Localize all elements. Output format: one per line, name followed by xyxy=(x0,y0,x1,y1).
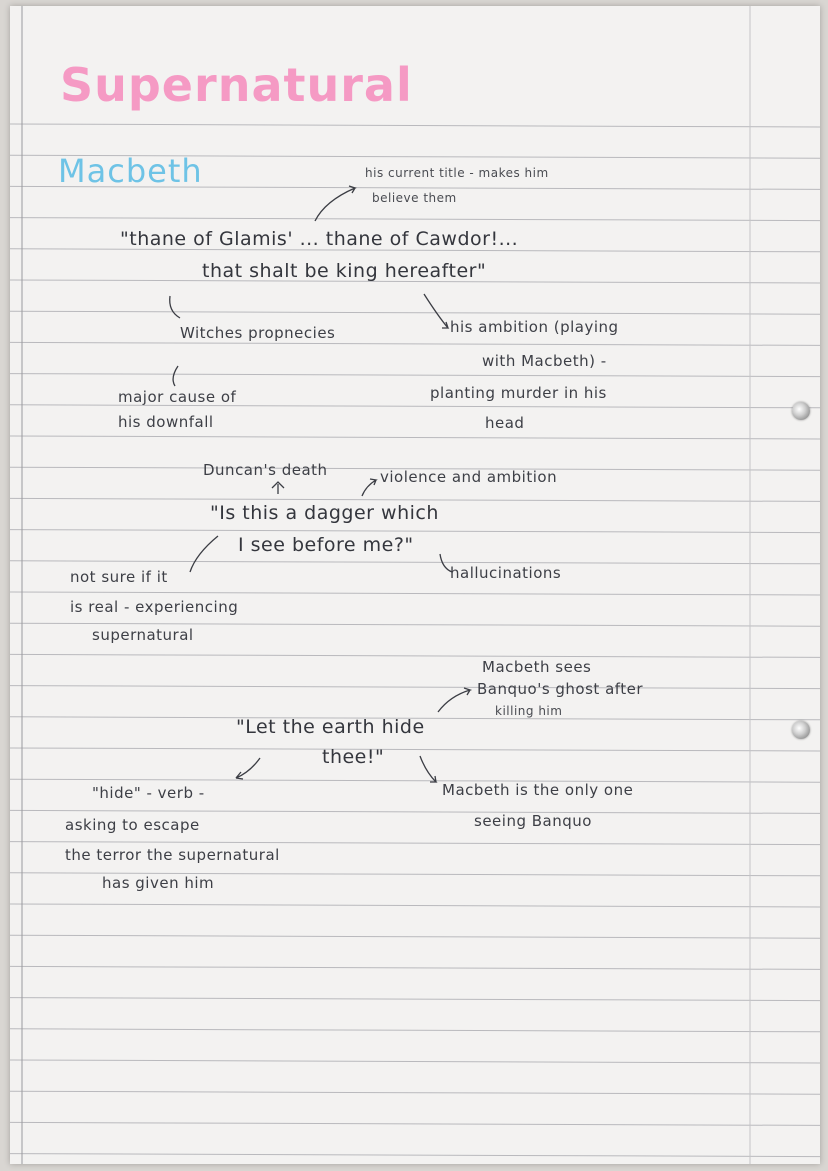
note-notsure-1: not sure if it xyxy=(70,568,168,586)
ruled-line xyxy=(10,998,820,1001)
note-hide-1: "hide" - verb - xyxy=(92,784,205,802)
ruled-line xyxy=(10,592,820,595)
note-only-2: seeing Banquo xyxy=(474,812,592,830)
note-notsure-2: is real - experiencing xyxy=(70,598,239,616)
ruled-line xyxy=(10,842,820,845)
notebook-page xyxy=(10,6,820,1164)
quote-dagger-line-1: "Is this a dagger which xyxy=(210,502,439,524)
binder-hole-bottom xyxy=(792,721,810,739)
ruled-line xyxy=(10,218,820,221)
ruled-line xyxy=(10,1029,820,1032)
ruled-line xyxy=(10,810,820,813)
note-current-title: his current title - makes him xyxy=(365,166,549,180)
ruled-line xyxy=(10,498,820,501)
ruled-line xyxy=(10,654,820,657)
note-violence: violence and ambition xyxy=(380,468,558,486)
note-duncan: Duncan's death xyxy=(203,461,328,479)
note-witches: Witches propnecies xyxy=(180,324,336,342)
ruled-line xyxy=(10,1060,820,1063)
note-ambition-2: with Macbeth) - xyxy=(482,352,607,370)
note-hide-4: has given him xyxy=(102,874,215,892)
note-cause-2: his downfall xyxy=(118,413,214,431)
quote-dagger-line-2: I see before me?" xyxy=(238,534,414,556)
ruled-line xyxy=(10,966,820,969)
ruled-line xyxy=(10,436,820,439)
note-cause-1: major cause of xyxy=(118,388,237,406)
ruled-line xyxy=(10,374,820,377)
note-sees-3: killing him xyxy=(495,704,563,718)
ruled-line xyxy=(10,124,820,127)
note-ambition-3: planting murder in his xyxy=(430,384,607,402)
ruled-line xyxy=(10,748,820,751)
note-notsure-3: supernatural xyxy=(92,626,194,644)
note-only-1: Macbeth is the only one xyxy=(442,781,634,799)
note-sees-2: Banquo's ghost after xyxy=(477,680,644,698)
note-hide-2: asking to escape xyxy=(65,816,200,834)
ruled-line xyxy=(10,686,820,689)
note-hide-3: the terror the supernatural xyxy=(65,846,280,864)
ruled-line xyxy=(10,342,820,345)
ruled-line xyxy=(10,530,820,533)
page-subtitle: Macbeth xyxy=(58,152,203,190)
quote-thane-line-1: "thane of Glamis' ... thane of Cawdor!... xyxy=(120,228,519,250)
ruled-line xyxy=(10,1154,820,1157)
quote-hide-line-2: thee!" xyxy=(322,746,385,768)
note-ambition-1: his ambition (playing xyxy=(450,318,619,336)
ruled-line xyxy=(10,904,820,907)
note-current-title-2: believe them xyxy=(372,191,457,205)
binder-hole-top xyxy=(792,402,810,420)
note-ambition-4: head xyxy=(485,414,525,432)
ruled-line xyxy=(10,561,820,564)
note-sees-1: Macbeth sees xyxy=(482,658,592,676)
ruled-line xyxy=(10,1122,820,1125)
ruled-line xyxy=(10,311,820,314)
ruled-line xyxy=(10,1091,820,1094)
page-title: Supernatural xyxy=(60,58,413,112)
ruled-line xyxy=(10,779,820,782)
quote-hide-line-1: "Let the earth hide xyxy=(236,716,425,738)
note-hallucinations: hallucinations xyxy=(450,564,562,582)
quote-thane-line-2: that shalt be king hereafter" xyxy=(202,260,487,282)
ruled-line xyxy=(10,935,820,938)
